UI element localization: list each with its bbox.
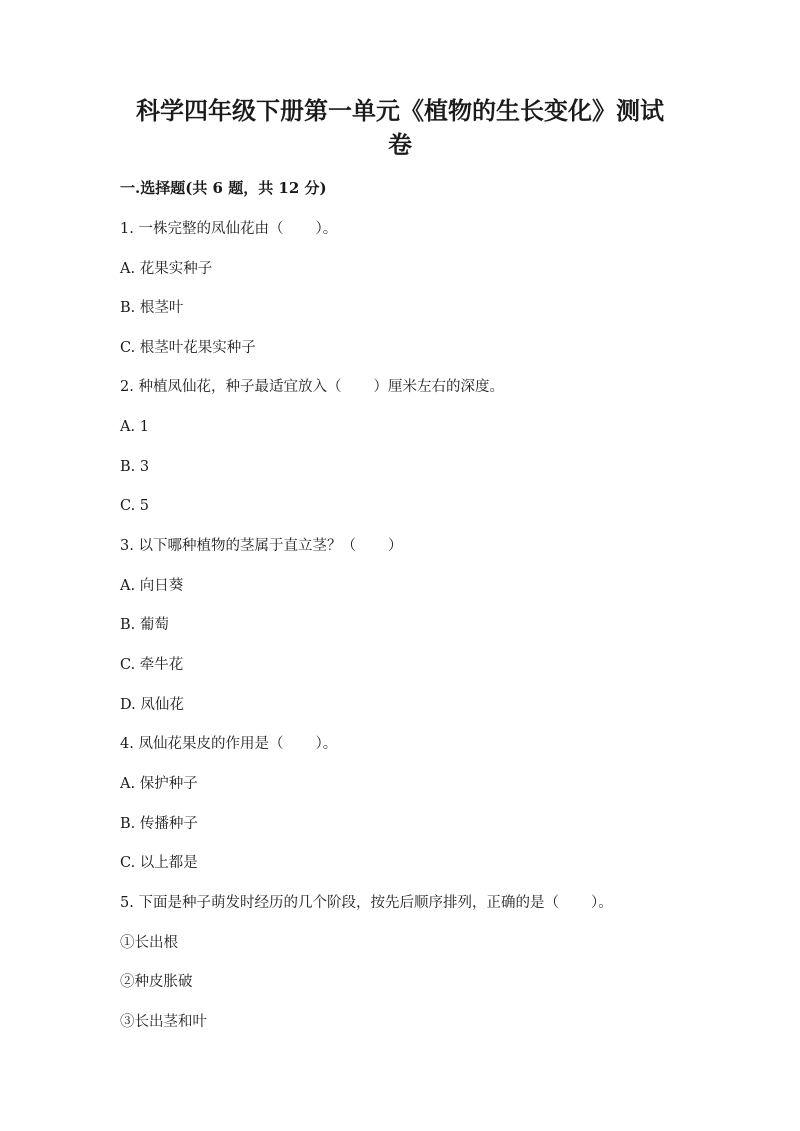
question-1-option-b: B. 根茎叶 [120,300,184,316]
question-3-option-d: D. 凤仙花 [120,697,184,713]
question-4-option-a: A. 保护种子 [120,776,198,792]
question-3-option-a: A. 向日葵 [120,578,184,594]
question-2-option-b: B. 3 [120,459,150,475]
page-title [120,94,680,162]
question-3-stem: 3. 以下哪种植物的茎属于直立茎？（ ） [120,538,403,554]
question-2-option-a: A. 1 [120,419,149,435]
question-4-option-c: C. 以上都是 [120,855,198,871]
question-4-option-b: B. 传播种子 [120,816,198,832]
question-1-option-a: A. 花果实种子 [120,261,213,277]
question-4-stem: 4. 凤仙花果皮的作用是（ ）。 [120,736,338,752]
question-5-stem: 5. 下面是种子萌发时经历的几个阶段，按先后顺序排列，正确的是（ ）。 [120,895,613,911]
section-heading: 一.选择题(共 6 题，共 12 分) [120,179,327,197]
question-1-option-c: C. 根茎叶花果实种子 [120,340,256,356]
question-2-option-c: C. 5 [120,498,150,514]
question-2-stem: 2. 种植凤仙花，种子最适宜放入（ ）厘米左右的深度。 [120,379,504,395]
question-5-item-3: ③长出茎和叶 [120,1014,207,1030]
title-line-1: 科学四年级下册第一单元《植物的生长变化》测试 [136,96,664,125]
question-3-option-b: B. 葡萄 [120,617,169,633]
question-5-item-2: ②种皮胀破 [120,974,193,990]
title-line-2: 卷 [388,130,412,159]
question-3-option-c: C. 牵牛花 [120,657,184,673]
question-5-item-1: ①长出根 [120,935,178,951]
question-1-stem: 1. 一株完整的凤仙花由（ ）。 [120,221,338,237]
